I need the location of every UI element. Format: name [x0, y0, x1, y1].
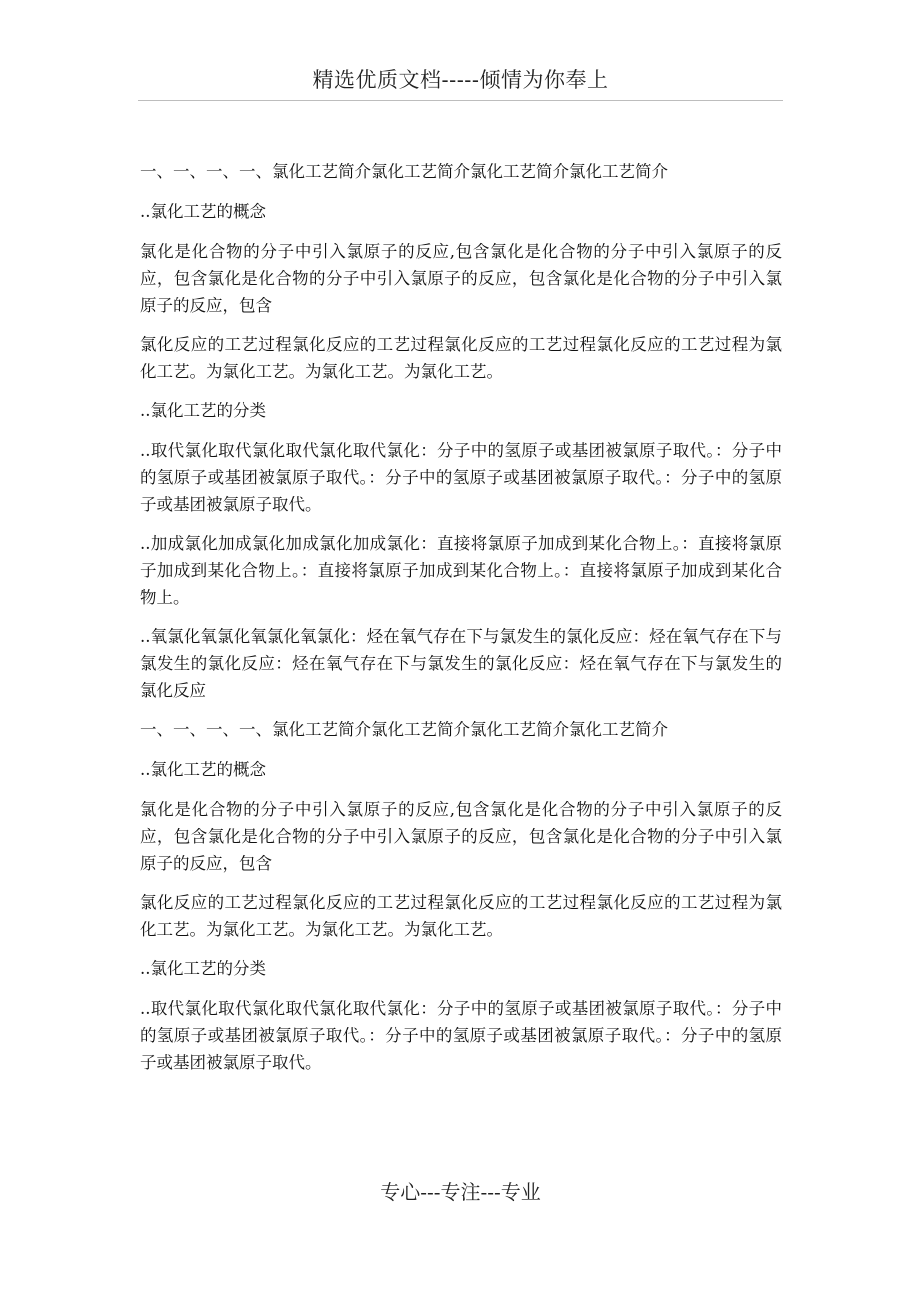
- body-paragraph: ..取代氯化取代氯化取代氯化取代氯化：分子中的氢原子或基团被氯原子取代。：分子中的氢原子或基团被氯原子取代。：分子中的氢原子或基团被氯原子取代。：分子中的氢原子或基团被氯原子取代。: [140, 999, 782, 1072]
- section-heading: 一、一、一、一、氯化工艺简介氯化工艺简介氯化工艺简介氯化工艺简介: [140, 162, 668, 181]
- body-paragraph: ..加成氯化加成氯化加成氯化加成氯化：直接将氯原子加成到某化合物上。：直接将氯原子加成到某化合物上。：直接将氯原子加成到某化合物上。：直接将氯原子加成到某化合物上。: [140, 534, 782, 607]
- section-heading: 一、一、一、一、氯化工艺简介氯化工艺简介氯化工艺简介氯化工艺简介: [140, 720, 668, 739]
- subsection-heading: ..氯化工艺的概念: [140, 202, 266, 221]
- subsection-heading: ..氯化工艺的分类: [140, 401, 266, 420]
- body-paragraph: 氯化反应的工艺过程氯化反应的工艺过程氯化反应的工艺过程氯化反应的工艺过程为氯化工艺。为氯化工艺。为氯化工艺。为氯化工艺。: [140, 335, 782, 381]
- body-paragraph: ..氧氯化氧氯化氧氯化氧氯化：烃在氧气存在下与氯发生的氯化反应：烃在氧气存在下与氯发生的氯化反应：烃在氧气存在下与氯发生的氯化反应：烃在氧气存在下与氯发生的氯化反应: [140, 627, 782, 700]
- body-paragraph: 氯化是化合物的分子中引入氯原子的反应,包含氯化是化合物的分子中引入氯原子的反应，包含氯化是化合物的分子中引入氯原子的反应，包含氯化是化合物的分子中引入氯原子的反应，包含: [140, 242, 782, 315]
- body-paragraph: 氯化是化合物的分子中引入氯原子的反应,包含氯化是化合物的分子中引入氯原子的反应，包含氯化是化合物的分子中引入氯原子的反应，包含氯化是化合物的分子中引入氯原子的反应，包含: [140, 800, 782, 873]
- page-header-title: 精选优质文档-----倾情为你奉上: [312, 68, 609, 92]
- subsection-heading: ..氯化工艺的概念: [140, 760, 266, 779]
- header-divider: [138, 100, 783, 101]
- body-paragraph: 氯化反应的工艺过程氯化反应的工艺过程氯化反应的工艺过程氯化反应的工艺过程为氯化工艺。为氯化工艺。为氯化工艺。为氯化工艺。: [140, 893, 782, 939]
- document-body: [140, 158, 782, 1088]
- page-footer-text: 专心---专注---专业: [380, 1180, 541, 1204]
- subsection-heading: ..氯化工艺的分类: [140, 959, 266, 978]
- body-paragraph: ..取代氯化取代氯化取代氯化取代氯化：分子中的氢原子或基团被氯原子取代。：分子中的氢原子或基团被氯原子取代。：分子中的氢原子或基团被氯原子取代。：分子中的氢原子或基团被氯原子取代。: [140, 441, 782, 514]
